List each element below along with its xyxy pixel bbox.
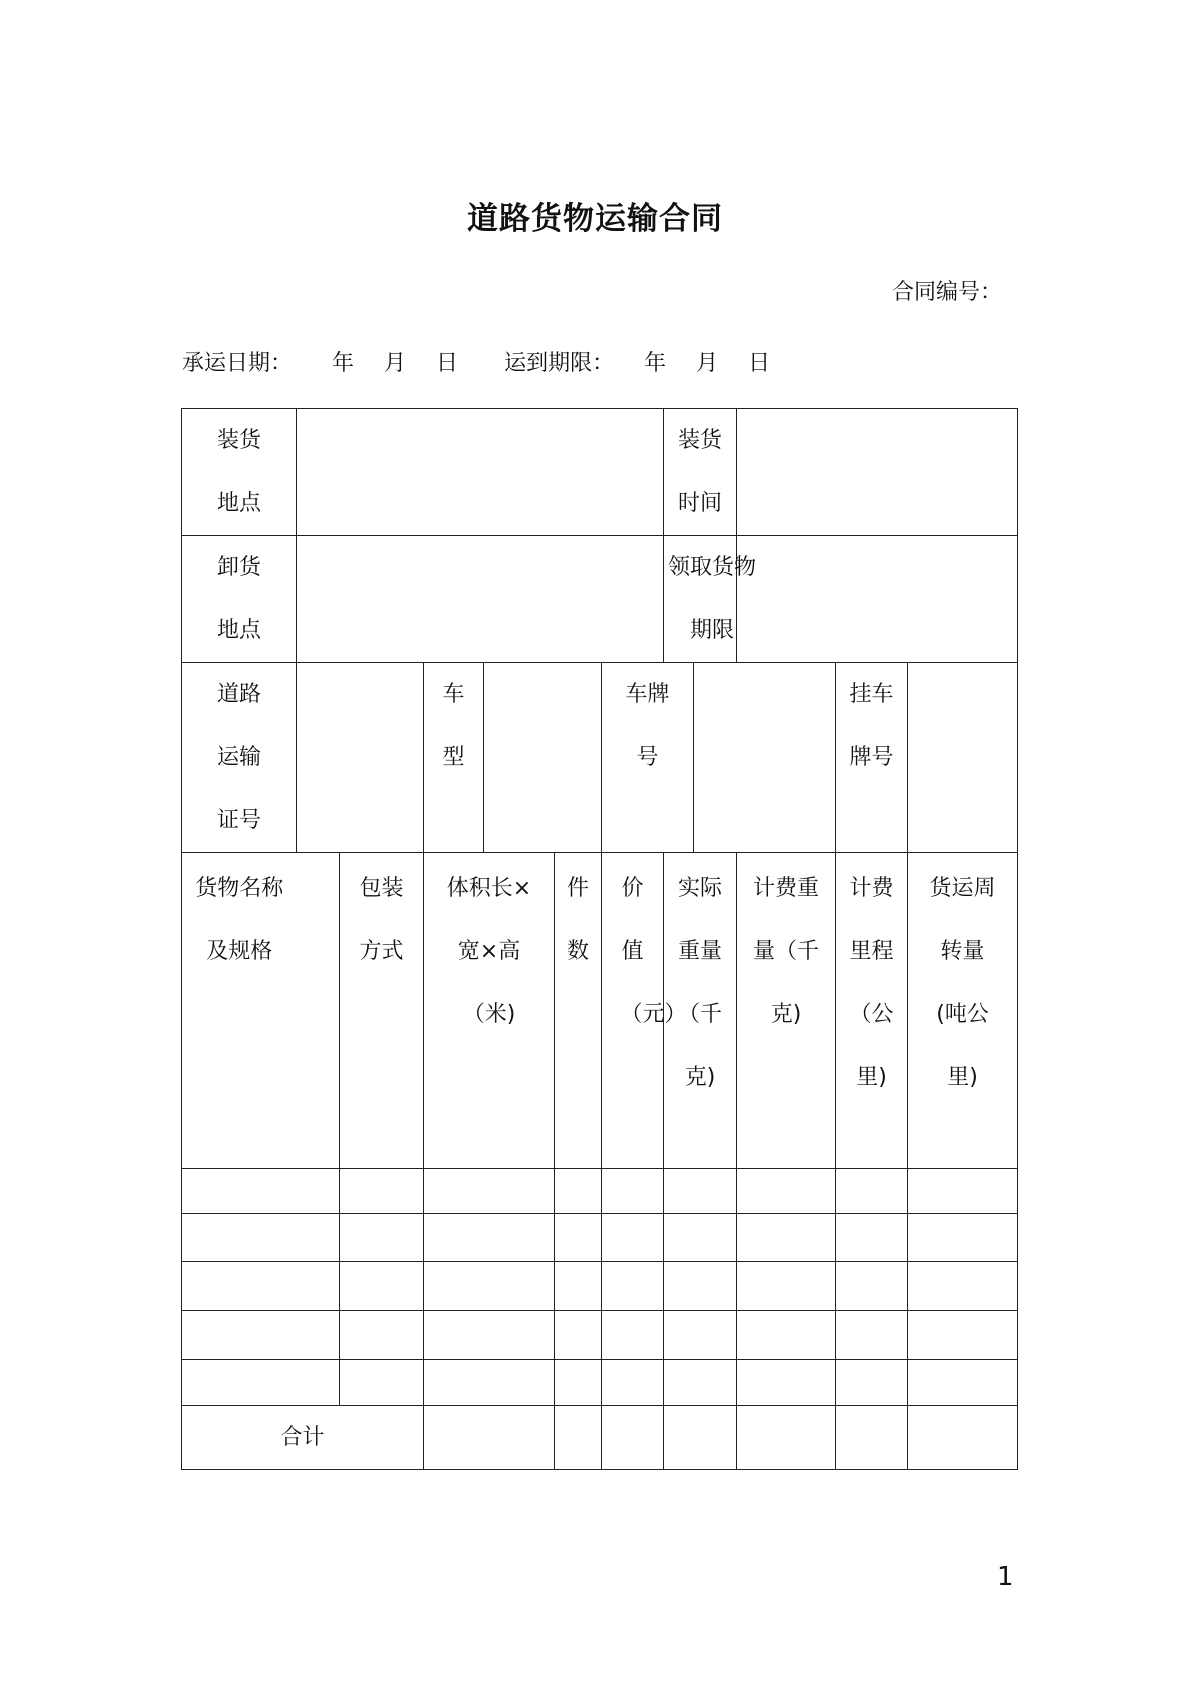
loading-place-label: 装货地点: [182, 409, 297, 536]
document-title: 道路货物运输合同: [467, 201, 723, 237]
deadline-month: 月: [696, 351, 719, 376]
loading-place-value[interactable]: [297, 409, 664, 536]
vehicle-type-label: 车型: [424, 663, 484, 853]
row-vehicle: [182, 663, 1018, 853]
loading-time-label: 装货时间: [664, 409, 737, 536]
row-loading: [182, 409, 1018, 536]
page-number: 1: [997, 1562, 1014, 1592]
table-row: [182, 1169, 1018, 1214]
unloading-place-label: 卸货地点: [182, 536, 297, 663]
header-billing-distance: 计费里程（公里): [836, 853, 908, 1169]
freight-table: [181, 408, 1018, 1470]
carriage-month: 月: [384, 351, 407, 376]
plate-number-label: 车牌号: [602, 663, 694, 853]
row-unloading: [182, 536, 1018, 663]
plate-number-value[interactable]: [694, 663, 836, 853]
transport-license-label: 道路运输证号: [182, 663, 297, 853]
carriage-date-label: 承运日期：: [182, 351, 293, 376]
header-packaging: 包装方式: [340, 853, 424, 1169]
deadline-label: 运到期限：: [504, 351, 615, 376]
loading-time-value[interactable]: [737, 409, 1018, 536]
contract-number-label: 合同编号：: [891, 280, 1002, 305]
vehicle-type-value[interactable]: [484, 663, 602, 853]
trailer-plate-label: 挂车牌号: [836, 663, 908, 853]
header-volume: 体积长×宽×高（米): [424, 853, 555, 1169]
unloading-place-value[interactable]: [297, 536, 664, 663]
table-row: [182, 1311, 1018, 1360]
dates-line: [182, 346, 770, 377]
header-goods-name: 货物名称及规格: [182, 853, 297, 1169]
transport-license-value[interactable]: [297, 663, 424, 853]
deadline-year: 年: [644, 351, 667, 376]
table-row: [182, 1262, 1018, 1311]
pickup-deadline-value[interactable]: [737, 536, 1018, 663]
total-label: 合计: [182, 1406, 424, 1470]
pickup-deadline-label: 领取货物期限: [664, 536, 737, 663]
header-turnover: 货运周转量(吨公里): [908, 853, 1018, 1169]
table-row: [182, 1214, 1018, 1262]
row-goods-header: [182, 853, 1018, 1169]
header-pieces: 件数: [555, 853, 602, 1169]
table-row: [182, 1360, 1018, 1406]
carriage-day: 日: [436, 351, 459, 376]
header-actual-weight: 实际重量（千克): [664, 853, 737, 1169]
carriage-year: 年: [332, 351, 355, 376]
header-value: 价值（元）: [602, 853, 664, 1169]
header-billing-weight: 计费重量（千克): [737, 853, 836, 1169]
row-total: [182, 1406, 1018, 1470]
deadline-day: 日: [748, 351, 771, 376]
trailer-plate-value[interactable]: [908, 663, 1018, 853]
